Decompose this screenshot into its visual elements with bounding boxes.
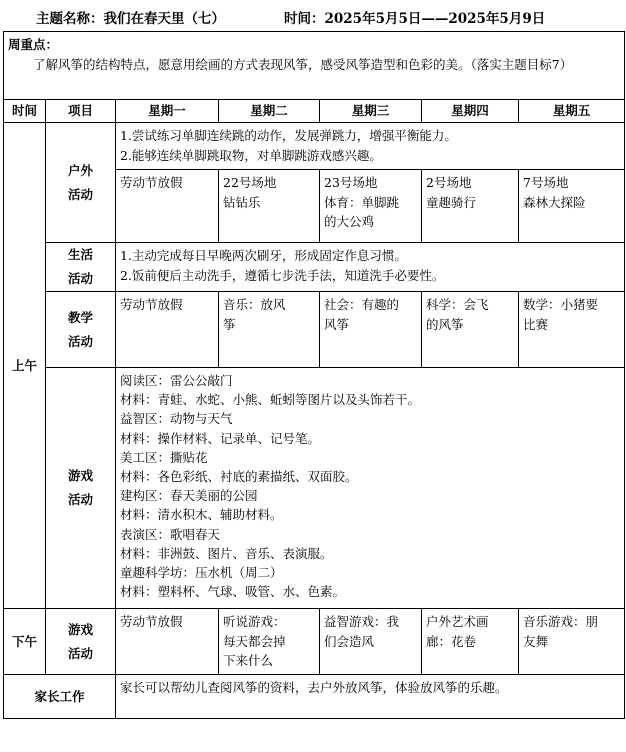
game-line: 材料：清水积木、辅助材料。 bbox=[120, 507, 283, 523]
outdoor-goals bbox=[116, 123, 625, 170]
theme-title: 主题名称：我们在春天里（七） bbox=[36, 11, 225, 27]
period-afternoon: 下午 bbox=[4, 609, 46, 675]
outdoor-monday: 劳动节放假 bbox=[116, 170, 219, 243]
outdoor-thursday: 2号场地 童趣骑行 bbox=[422, 170, 519, 243]
teaching-monday: 劳动节放假 bbox=[116, 292, 219, 368]
parent-work-text: 家长可以帮幼儿查阅风筝的资料，去户外放风筝，体验放风筝的乐趣。 bbox=[116, 675, 625, 719]
afternoon-friday: 音乐游戏：朋 友舞 bbox=[519, 609, 625, 675]
col-header-time: 时间 bbox=[4, 100, 46, 123]
parent-work-label: 家长工作 bbox=[4, 675, 116, 719]
teaching-wednesday: 社会：有趣的 风筝 bbox=[320, 292, 422, 368]
teaching-activity-label: 教学 活动 bbox=[46, 292, 116, 368]
game-areas bbox=[116, 368, 625, 609]
game-line: 材料：非洲鼓、图片、音乐、表演服。 bbox=[120, 545, 333, 561]
teaching-friday: 数学：小猪要 比赛 bbox=[519, 292, 625, 368]
weekly-focus-cell bbox=[4, 32, 625, 100]
life-goal-2: 2.饭前便后主动洗手，遵循七步洗手法，知道洗手必要性。 bbox=[120, 267, 445, 283]
afternoon-tuesday: 听说游戏： 每天都会掉 下来什么 bbox=[219, 609, 320, 675]
col-header-tuesday: 星期二 bbox=[219, 100, 320, 123]
game-line: 建构区：春天美丽的公园 bbox=[120, 488, 258, 504]
game-line: 益智区：动物与天气 bbox=[120, 411, 233, 427]
outdoor-activity-label: 户外 活动 bbox=[46, 123, 116, 243]
life-goal-1: 1.主动完成每日早晚两次刷牙，形成固定作息习惯。 bbox=[120, 248, 407, 263]
teaching-tuesday: 音乐：放风 筝 bbox=[219, 292, 320, 368]
col-header-wednesday: 星期三 bbox=[320, 100, 422, 123]
game-line: 材料：各色彩纸、衬底的素描纸、双面胶。 bbox=[120, 469, 358, 485]
col-header-friday: 星期五 bbox=[519, 100, 625, 123]
afternoon-monday: 劳动节放假 bbox=[116, 609, 219, 675]
col-header-thursday: 星期四 bbox=[422, 100, 519, 123]
game-line: 材料：塑料杯、气球、吸管、水、色素。 bbox=[120, 584, 346, 600]
afternoon-thursday: 户外艺术画 廊：花卷 bbox=[422, 609, 519, 675]
afternoon-game-label: 游戏 活动 bbox=[46, 609, 116, 675]
document-header bbox=[0, 0, 626, 30]
outdoor-goal-2: 2.能够连续单脚跳取物，对单脚跳游戏感兴趣。 bbox=[120, 147, 382, 163]
game-activity-label: 游戏 活动 bbox=[46, 368, 116, 609]
life-goals bbox=[116, 243, 625, 292]
period-morning: 上午 bbox=[4, 123, 46, 609]
game-line: 材料：青蛙、水蛇、小熊、蚯蚓等图片以及头饰若干。 bbox=[120, 392, 421, 408]
life-activity-label: 生活 活动 bbox=[46, 243, 116, 292]
outdoor-friday: 7号场地 森林大探险 bbox=[519, 170, 625, 243]
weekly-focus-title: 周重点： bbox=[8, 37, 59, 52]
game-line: 表演区：歌唱春天 bbox=[120, 526, 221, 542]
outdoor-tuesday: 22号场地 钻钻乐 bbox=[219, 170, 320, 243]
game-line: 阅读区：雷公公敲门 bbox=[120, 373, 233, 388]
col-header-item: 项目 bbox=[46, 100, 116, 123]
weekly-plan-table bbox=[3, 31, 625, 719]
teaching-thursday: 科学：会飞 的风筝 bbox=[422, 292, 519, 368]
outdoor-goal-1: 1.尝试练习单脚连续跳的动作，发展弹跳力，增强平衡能力。 bbox=[120, 128, 457, 143]
date-range: 时间：2025年5月5日——2025年5月9日 bbox=[284, 11, 546, 27]
game-line: 童趣科学坊：压水机（周二） bbox=[120, 565, 283, 581]
weekly-focus-body: 了解风筝的结构特点，愿意用绘画的方式表现风筝，感受风筝造型和色彩的美。（落实主题目标7） bbox=[33, 56, 573, 72]
afternoon-wednesday: 益智游戏：我 们会造风 bbox=[320, 609, 422, 675]
col-header-monday: 星期一 bbox=[116, 100, 219, 123]
game-line: 材料：操作材料、记录单、记号笔。 bbox=[120, 430, 321, 446]
game-line: 美工区：撕贴花 bbox=[120, 449, 208, 465]
outdoor-wednesday: 23号场地 体育：单脚跳 的大公鸡 bbox=[320, 170, 422, 243]
